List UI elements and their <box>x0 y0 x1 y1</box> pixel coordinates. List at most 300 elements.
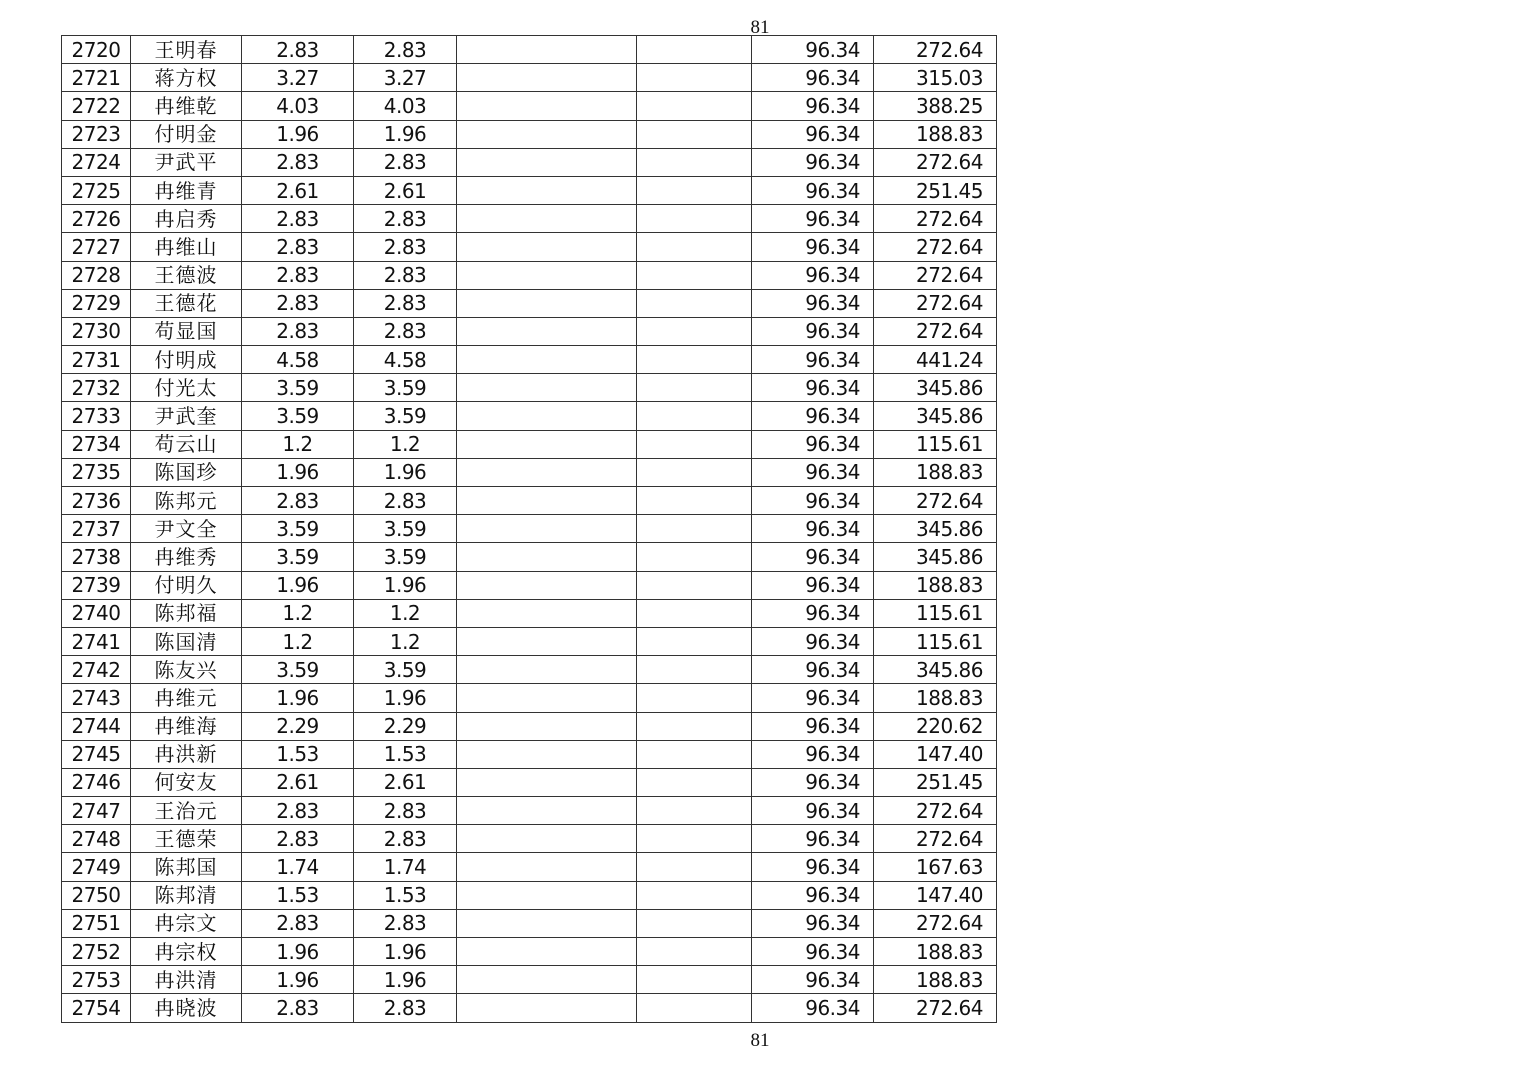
area-cell: 2.83 <box>242 909 354 937</box>
name-cell: 陈邦清 <box>131 881 242 909</box>
confirmed-area-cell: 2.83 <box>354 289 457 317</box>
empty-cell <box>637 92 752 120</box>
row-number-cell: 2744 <box>62 712 131 740</box>
name-cell: 苟云山 <box>131 430 242 458</box>
amount-cell: 272.64 <box>874 261 997 289</box>
unit-price-cell: 96.34 <box>752 374 874 402</box>
unit-price-cell: 96.34 <box>752 317 874 345</box>
area-cell: 2.61 <box>242 768 354 796</box>
name-cell: 王德荣 <box>131 825 242 853</box>
empty-cell <box>637 458 752 486</box>
name-cell: 王德波 <box>131 261 242 289</box>
area-cell: 2.83 <box>242 825 354 853</box>
empty-cell <box>457 515 637 543</box>
row-number-cell: 2750 <box>62 881 131 909</box>
empty-cell <box>637 261 752 289</box>
amount-cell: 272.64 <box>874 233 997 261</box>
empty-cell <box>457 36 637 64</box>
empty-cell <box>637 656 752 684</box>
area-cell: 3.59 <box>242 656 354 684</box>
table-row <box>62 148 997 176</box>
area-cell: 2.83 <box>242 205 354 233</box>
table-row <box>62 797 997 825</box>
empty-cell <box>457 148 637 176</box>
unit-price-cell: 96.34 <box>752 656 874 684</box>
confirmed-area-cell: 2.83 <box>354 825 457 853</box>
confirmed-area-cell: 1.96 <box>354 571 457 599</box>
table-row <box>62 740 997 768</box>
row-number-cell: 2730 <box>62 317 131 345</box>
empty-cell <box>457 205 637 233</box>
name-cell: 冉宗权 <box>131 938 242 966</box>
row-number-cell: 2721 <box>62 64 131 92</box>
area-cell: 2.83 <box>242 148 354 176</box>
empty-cell <box>457 627 637 655</box>
amount-cell: 345.86 <box>874 515 997 543</box>
empty-cell <box>637 938 752 966</box>
empty-cell <box>637 853 752 881</box>
empty-cell <box>637 684 752 712</box>
name-cell: 何安友 <box>131 768 242 796</box>
table-row <box>62 656 997 684</box>
row-number-cell: 2752 <box>62 938 131 966</box>
empty-cell <box>637 712 752 740</box>
unit-price-cell: 96.34 <box>752 289 874 317</box>
row-number-cell: 2745 <box>62 740 131 768</box>
ledger-body <box>62 36 997 1023</box>
confirmed-area-cell: 3.59 <box>354 543 457 571</box>
amount-cell: 345.86 <box>874 374 997 402</box>
row-number-cell: 2741 <box>62 627 131 655</box>
amount-cell: 272.64 <box>874 994 997 1022</box>
empty-cell <box>637 487 752 515</box>
table-row <box>62 92 997 120</box>
confirmed-area-cell: 3.59 <box>354 515 457 543</box>
amount-cell: 345.86 <box>874 543 997 571</box>
empty-cell <box>457 712 637 740</box>
empty-cell <box>637 205 752 233</box>
area-cell: 1.53 <box>242 881 354 909</box>
confirmed-area-cell: 2.83 <box>354 36 457 64</box>
empty-cell <box>637 36 752 64</box>
name-cell: 王治元 <box>131 797 242 825</box>
empty-cell <box>457 853 637 881</box>
unit-price-cell: 96.34 <box>752 233 874 261</box>
area-cell: 2.29 <box>242 712 354 740</box>
table-row <box>62 881 997 909</box>
area-cell: 3.59 <box>242 402 354 430</box>
unit-price-cell: 96.34 <box>752 797 874 825</box>
amount-cell: 147.40 <box>874 740 997 768</box>
empty-cell <box>637 430 752 458</box>
confirmed-area-cell: 4.03 <box>354 92 457 120</box>
table-row <box>62 233 997 261</box>
amount-cell: 272.64 <box>874 148 997 176</box>
unit-price-cell: 96.34 <box>752 768 874 796</box>
name-cell: 陈邦国 <box>131 853 242 881</box>
name-cell: 付明久 <box>131 571 242 599</box>
table-row <box>62 176 997 204</box>
empty-cell <box>457 909 637 937</box>
confirmed-area-cell: 1.2 <box>354 599 457 627</box>
row-number-cell: 2734 <box>62 430 131 458</box>
area-cell: 2.83 <box>242 289 354 317</box>
unit-price-cell: 96.34 <box>752 712 874 740</box>
empty-cell <box>457 966 637 994</box>
area-cell: 1.74 <box>242 853 354 881</box>
table-row <box>62 909 997 937</box>
amount-cell: 167.63 <box>874 853 997 881</box>
empty-cell <box>457 487 637 515</box>
name-cell: 付明金 <box>131 120 242 148</box>
table-row <box>62 458 997 486</box>
unit-price-cell: 96.34 <box>752 148 874 176</box>
table-row <box>62 346 997 374</box>
row-number-cell: 2735 <box>62 458 131 486</box>
area-cell: 2.83 <box>242 994 354 1022</box>
name-cell: 冉维青 <box>131 176 242 204</box>
name-cell: 付明成 <box>131 346 242 374</box>
confirmed-area-cell: 1.96 <box>354 120 457 148</box>
unit-price-cell: 96.34 <box>752 881 874 909</box>
confirmed-area-cell: 1.96 <box>354 684 457 712</box>
unit-price-cell: 96.34 <box>752 176 874 204</box>
unit-price-cell: 96.34 <box>752 994 874 1022</box>
name-cell: 冉维乾 <box>131 92 242 120</box>
table-row <box>62 994 997 1022</box>
empty-cell <box>637 571 752 599</box>
empty-cell <box>637 120 752 148</box>
name-cell: 王德花 <box>131 289 242 317</box>
empty-cell <box>457 402 637 430</box>
amount-cell: 272.64 <box>874 909 997 937</box>
amount-cell: 188.83 <box>874 120 997 148</box>
empty-cell <box>457 92 637 120</box>
amount-cell: 188.83 <box>874 571 997 599</box>
empty-cell <box>637 233 752 261</box>
amount-cell: 272.64 <box>874 317 997 345</box>
confirmed-area-cell: 3.27 <box>354 64 457 92</box>
row-number-cell: 2726 <box>62 205 131 233</box>
empty-cell <box>457 656 637 684</box>
area-cell: 1.2 <box>242 430 354 458</box>
empty-cell <box>457 120 637 148</box>
amount-cell: 388.25 <box>874 92 997 120</box>
amount-cell: 272.64 <box>874 36 997 64</box>
row-number-cell: 2737 <box>62 515 131 543</box>
empty-cell <box>637 289 752 317</box>
table-row <box>62 684 997 712</box>
empty-cell <box>637 909 752 937</box>
empty-cell <box>457 825 637 853</box>
empty-cell <box>457 430 637 458</box>
row-number-cell: 2725 <box>62 176 131 204</box>
confirmed-area-cell: 2.61 <box>354 176 457 204</box>
name-cell: 苟显国 <box>131 317 242 345</box>
table-row <box>62 853 997 881</box>
name-cell: 冉宗文 <box>131 909 242 937</box>
unit-price-cell: 96.34 <box>752 346 874 374</box>
amount-cell: 272.64 <box>874 797 997 825</box>
name-cell: 陈国珍 <box>131 458 242 486</box>
area-cell: 3.59 <box>242 374 354 402</box>
area-cell: 1.96 <box>242 458 354 486</box>
name-cell: 陈国清 <box>131 627 242 655</box>
confirmed-area-cell: 3.59 <box>354 402 457 430</box>
confirmed-area-cell: 2.29 <box>354 712 457 740</box>
table-row <box>62 205 997 233</box>
confirmed-area-cell: 1.74 <box>354 853 457 881</box>
empty-cell <box>457 374 637 402</box>
row-number-cell: 2728 <box>62 261 131 289</box>
name-cell: 冉启秀 <box>131 205 242 233</box>
empty-cell <box>637 317 752 345</box>
row-number-cell: 2731 <box>62 346 131 374</box>
confirmed-area-cell: 2.83 <box>354 797 457 825</box>
confirmed-area-cell: 2.83 <box>354 994 457 1022</box>
empty-cell <box>637 966 752 994</box>
empty-cell <box>637 740 752 768</box>
confirmed-area-cell: 2.83 <box>354 205 457 233</box>
table-row <box>62 543 997 571</box>
area-cell: 1.96 <box>242 571 354 599</box>
empty-cell <box>637 176 752 204</box>
empty-cell <box>637 148 752 176</box>
name-cell: 尹武奎 <box>131 402 242 430</box>
empty-cell <box>457 289 637 317</box>
table-row <box>62 571 997 599</box>
name-cell: 尹文全 <box>131 515 242 543</box>
area-cell: 4.03 <box>242 92 354 120</box>
row-number-cell: 2749 <box>62 853 131 881</box>
row-number-cell: 2723 <box>62 120 131 148</box>
area-cell: 2.83 <box>242 261 354 289</box>
empty-cell <box>457 543 637 571</box>
table-row <box>62 374 997 402</box>
area-cell: 1.96 <box>242 120 354 148</box>
name-cell: 冉晓波 <box>131 994 242 1022</box>
area-cell: 2.83 <box>242 233 354 261</box>
area-cell: 3.59 <box>242 515 354 543</box>
amount-cell: 315.03 <box>874 64 997 92</box>
empty-cell <box>637 825 752 853</box>
unit-price-cell: 96.34 <box>752 571 874 599</box>
empty-cell <box>637 374 752 402</box>
row-number-cell: 2720 <box>62 36 131 64</box>
row-number-cell: 2722 <box>62 92 131 120</box>
page-number-bottom: 81 <box>750 1030 770 1051</box>
name-cell: 陈友兴 <box>131 656 242 684</box>
confirmed-area-cell: 3.59 <box>354 374 457 402</box>
row-number-cell: 2753 <box>62 966 131 994</box>
area-cell: 2.61 <box>242 176 354 204</box>
empty-cell <box>457 317 637 345</box>
table-row <box>62 768 997 796</box>
table-row <box>62 261 997 289</box>
confirmed-area-cell: 2.83 <box>354 909 457 937</box>
table-row <box>62 825 997 853</box>
name-cell: 冉洪新 <box>131 740 242 768</box>
empty-cell <box>457 233 637 261</box>
area-cell: 1.96 <box>242 684 354 712</box>
name-cell: 蒋方权 <box>131 64 242 92</box>
unit-price-cell: 96.34 <box>752 543 874 571</box>
amount-cell: 441.24 <box>874 346 997 374</box>
page-number-top: 81 <box>750 17 770 38</box>
unit-price-cell: 96.34 <box>752 515 874 543</box>
amount-cell: 115.61 <box>874 627 997 655</box>
area-cell: 3.27 <box>242 64 354 92</box>
table-row <box>62 64 997 92</box>
amount-cell: 345.86 <box>874 656 997 684</box>
amount-cell: 188.83 <box>874 458 997 486</box>
name-cell: 冉维海 <box>131 712 242 740</box>
name-cell: 冉维秀 <box>131 543 242 571</box>
empty-cell <box>637 599 752 627</box>
empty-cell <box>457 994 637 1022</box>
confirmed-area-cell: 1.96 <box>354 938 457 966</box>
empty-cell <box>457 740 637 768</box>
empty-cell <box>637 515 752 543</box>
unit-price-cell: 96.34 <box>752 487 874 515</box>
empty-cell <box>457 571 637 599</box>
unit-price-cell: 96.34 <box>752 966 874 994</box>
empty-cell <box>637 768 752 796</box>
confirmed-area-cell: 2.83 <box>354 261 457 289</box>
row-number-cell: 2748 <box>62 825 131 853</box>
row-number-cell: 2751 <box>62 909 131 937</box>
ledger-table <box>61 35 997 1023</box>
unit-price-cell: 96.34 <box>752 64 874 92</box>
unit-price-cell: 96.34 <box>752 458 874 486</box>
table-row <box>62 317 997 345</box>
area-cell: 1.96 <box>242 966 354 994</box>
table-row <box>62 627 997 655</box>
empty-cell <box>637 881 752 909</box>
empty-cell <box>457 797 637 825</box>
area-cell: 2.83 <box>242 797 354 825</box>
row-number-cell: 2739 <box>62 571 131 599</box>
name-cell: 冉维山 <box>131 233 242 261</box>
area-cell: 2.83 <box>242 317 354 345</box>
name-cell: 王明春 <box>131 36 242 64</box>
area-cell: 2.83 <box>242 36 354 64</box>
confirmed-area-cell: 1.96 <box>354 458 457 486</box>
table-row <box>62 289 997 317</box>
amount-cell: 345.86 <box>874 402 997 430</box>
table-row <box>62 599 997 627</box>
row-number-cell: 2736 <box>62 487 131 515</box>
confirmed-area-cell: 1.53 <box>354 881 457 909</box>
row-number-cell: 2754 <box>62 994 131 1022</box>
confirmed-area-cell: 2.61 <box>354 768 457 796</box>
confirmed-area-cell: 1.2 <box>354 430 457 458</box>
name-cell: 付光太 <box>131 374 242 402</box>
unit-price-cell: 96.34 <box>752 909 874 937</box>
amount-cell: 115.61 <box>874 599 997 627</box>
unit-price-cell: 96.34 <box>752 36 874 64</box>
table-row <box>62 938 997 966</box>
name-cell: 尹武平 <box>131 148 242 176</box>
area-cell: 1.96 <box>242 938 354 966</box>
area-cell: 2.83 <box>242 487 354 515</box>
amount-cell: 251.45 <box>874 176 997 204</box>
table-row <box>62 487 997 515</box>
table-row <box>62 966 997 994</box>
empty-cell <box>457 768 637 796</box>
empty-cell <box>457 458 637 486</box>
area-cell: 1.2 <box>242 599 354 627</box>
empty-cell <box>637 64 752 92</box>
empty-cell <box>457 346 637 374</box>
row-number-cell: 2738 <box>62 543 131 571</box>
empty-cell <box>637 346 752 374</box>
confirmed-area-cell: 1.96 <box>354 966 457 994</box>
row-number-cell: 2746 <box>62 768 131 796</box>
confirmed-area-cell: 2.83 <box>354 148 457 176</box>
row-number-cell: 2740 <box>62 599 131 627</box>
name-cell: 冉洪清 <box>131 966 242 994</box>
amount-cell: 272.64 <box>874 289 997 317</box>
row-number-cell: 2727 <box>62 233 131 261</box>
confirmed-area-cell: 2.83 <box>354 317 457 345</box>
unit-price-cell: 96.34 <box>752 825 874 853</box>
confirmed-area-cell: 3.59 <box>354 656 457 684</box>
empty-cell <box>457 176 637 204</box>
unit-price-cell: 96.34 <box>752 938 874 966</box>
confirmed-area-cell: 2.83 <box>354 487 457 515</box>
unit-price-cell: 96.34 <box>752 853 874 881</box>
row-number-cell: 2743 <box>62 684 131 712</box>
amount-cell: 188.83 <box>874 684 997 712</box>
confirmed-area-cell: 4.58 <box>354 346 457 374</box>
unit-price-cell: 96.34 <box>752 430 874 458</box>
row-number-cell: 2729 <box>62 289 131 317</box>
amount-cell: 115.61 <box>874 430 997 458</box>
empty-cell <box>457 881 637 909</box>
unit-price-cell: 96.34 <box>752 627 874 655</box>
row-number-cell: 2732 <box>62 374 131 402</box>
name-cell: 冉维元 <box>131 684 242 712</box>
empty-cell <box>637 994 752 1022</box>
name-cell: 陈邦福 <box>131 599 242 627</box>
unit-price-cell: 96.34 <box>752 120 874 148</box>
unit-price-cell: 96.34 <box>752 599 874 627</box>
empty-cell <box>457 938 637 966</box>
empty-cell <box>637 402 752 430</box>
amount-cell: 272.64 <box>874 487 997 515</box>
area-cell: 1.53 <box>242 740 354 768</box>
name-cell: 陈邦元 <box>131 487 242 515</box>
row-number-cell: 2733 <box>62 402 131 430</box>
table-row <box>62 515 997 543</box>
empty-cell <box>457 261 637 289</box>
row-number-cell: 2724 <box>62 148 131 176</box>
empty-cell <box>457 684 637 712</box>
area-cell: 3.59 <box>242 543 354 571</box>
unit-price-cell: 96.34 <box>752 205 874 233</box>
empty-cell <box>457 64 637 92</box>
row-number-cell: 2742 <box>62 656 131 684</box>
row-number-cell: 2747 <box>62 797 131 825</box>
empty-cell <box>637 627 752 655</box>
confirmed-area-cell: 1.53 <box>354 740 457 768</box>
confirmed-area-cell: 1.2 <box>354 627 457 655</box>
amount-cell: 272.64 <box>874 825 997 853</box>
empty-cell <box>637 543 752 571</box>
table-row <box>62 36 997 64</box>
amount-cell: 147.40 <box>874 881 997 909</box>
